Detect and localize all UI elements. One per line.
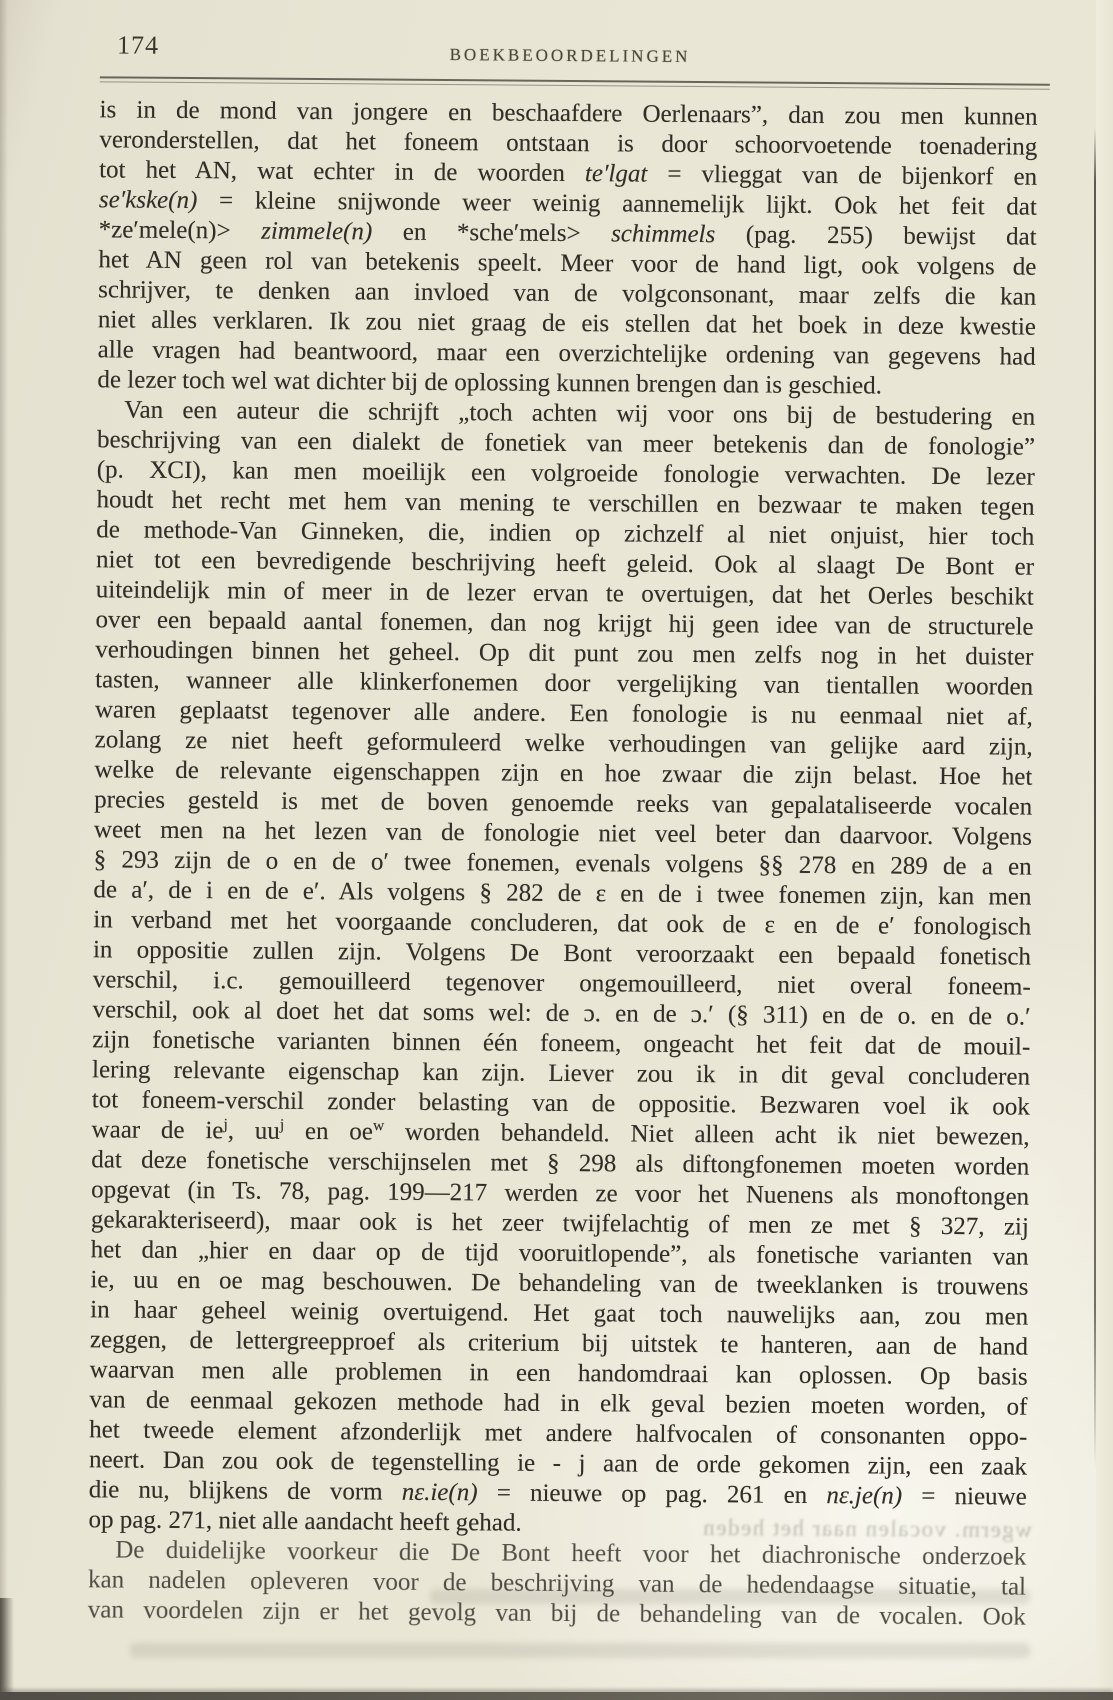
text-line: *ze′mele(n)> zimmele(n) en *sche′mels> schimmels (pag. 255) bewijst dat [98, 216, 1037, 251]
text-line: van voordelen zijn er het gevolg van bij de behandeling van de vocalen. Ook [87, 1596, 1026, 1631]
text-line: tot het AN, wat echter in de woorden te′lgat = vlieggat van de bijenkorf en [99, 156, 1038, 191]
text-line: Van een auteur die schrijft „toch achten wij voor ons bij de bestudering en [124, 396, 1036, 431]
text-line: het dan „hier en daar op de tijd vooruitlopende”, als fonetische varianten van [90, 1236, 1029, 1271]
text-line: de lezer toch wel wat dichter bij de oplossing kunnen brengen dan is geschied. [97, 366, 883, 400]
text-line: § 293 zijn de o en de o′ twee fonemen, evenals volgens §§ 278 en 289 de a en [93, 846, 1032, 881]
text-line: (p. XCI), kan men moeilijk een volgroeide fonologie verwachten. De lezer [96, 456, 1035, 491]
text-line: zijn fonetische varianten binnen één foneem, ongeacht het feit dat de mouil- [92, 1026, 1031, 1061]
text-line: in haar geheel weinig overtuigend. Het gaat toch nauwelijks aan, zou men [90, 1296, 1029, 1331]
text-line: houdt het recht met hem van mening te verschillen en bezwaar te maken tegen [96, 486, 1035, 521]
text-line: weet men na het lezen van de fonologie niet veel beter dan daarvoor. Volgens [93, 816, 1033, 851]
text-line: van de eenmaal gekozen methode had in elk geval bezien moeten worden, of [89, 1386, 1028, 1421]
text-line: in oppositie zullen zijn. Volgens De Bont veroorzaakt een bepaald fonetisch [92, 936, 1032, 971]
text-line: verhoudingen binnen het geheel. Op dit punt zou men zelfs nog in het duister [95, 636, 1034, 671]
text-line: De duidelijke voorkeur die De Bont heeft voor het diachronische onderzoek [115, 1536, 1027, 1571]
paragraph-3 [88, 1535, 1027, 1632]
text-line: se′kske(n) = kleine snijwonde weer weinig aannemelijk lijkt. Ook het feit dat [98, 186, 1037, 221]
text-line: veronderstellen, dat het foneem ontstaan is door schoorvoetende toenadering [99, 126, 1038, 161]
text-line: die nu, blijkens de vorm nε.ie(n) = nieuwe op pag. 261 en nε.je(n) = nieuwe [88, 1476, 1027, 1511]
text-line: precies gesteld is met de boven genoemde reeks van gepalataliseerde vocalen [94, 786, 1033, 821]
text-line: in verband met het voorgaande concluderen, dat ook de ε en de e′ fonologisch [93, 906, 1032, 941]
text-line: is in de mond van jongere en beschaafdere Oerlenaars”, dan zou men kunnen [99, 96, 1038, 131]
text-line: waar de $ie^j$, $uu^j$ en $oe^w$ worden behandeld. Niet alleen acht ik niet bewezen, [91, 1115, 1030, 1151]
page-number: 174 [117, 30, 160, 60]
text-line: schrijver, te denken aan invloed van de volgconsonant, maar zelfs die kan [98, 276, 1037, 311]
text-line: het AN geen rol van betekenis speelt. Meer voor de hand ligt, ook volgens de [98, 246, 1037, 281]
text-line: over een bepaald aantal fonemen, dan nog krijgt hij geen idee van de structurele [95, 606, 1034, 641]
page-edge-shadow [1094, 128, 1096, 1468]
text-line: ie, uu en oe mag beschouwen. De behandeling van de tweeklanken is trouwens [90, 1266, 1029, 1301]
text-line: niet tot een bevredigende beschrijving heeft geleid. Ook al slaagt De Bont er [95, 546, 1035, 581]
text-line: zeggen, de lettergreepproef als criterium bij uitstek te hanteren, aan de hand [89, 1326, 1029, 1361]
text-line: niet alles verklaren. Ik zou niet graag de eis stellen dat het boek in deze kwestie [97, 306, 1037, 341]
text-block [88, 95, 1038, 1632]
scan-corner-shadow [0, 1598, 14, 1693]
text-line: verschil, i.c. gemouilleerd tegenover ongemouilleerd, niet overal foneem- [92, 966, 1031, 1001]
text-line: zolang ze niet heeft geformuleerd welke verhoudingen van gelijke aard zijn, [94, 726, 1033, 761]
paragraph-2 [88, 395, 1035, 1542]
text-line: de methode-Van Ginneken, die, indien op zichzelf al niet onjuist, hier toch [96, 516, 1035, 551]
text-line: waren geplaatst tegenover alle andere. Een fonologie is nu eenmaal niet af, [94, 696, 1033, 731]
text-line: gekarakteriseerd), maar ook is het zeer twijfelachtig of men ze met § 327, zij [90, 1206, 1029, 1241]
scan-left-shadow [0, 0, 8, 1700]
adjacent-page-edge [1096, 0, 1113, 1700]
paragraph-1 [97, 95, 1037, 402]
running-head: BOEKBEOORDELINGEN [449, 45, 691, 66]
text-line: waarvan men alle problemen in een handomdraai kan oplossen. Op basis [89, 1356, 1028, 1391]
text-line: dat deze fonetische verschijnselen met § 298 als diftongfonemen moeten worden [91, 1146, 1030, 1181]
text-line: lering relevante eigenschap kan zijn. Liever zou ik in dit geval concluderen [91, 1056, 1031, 1091]
text-line: tasten, wanneer alle klinkerfonemen door vergelijking van tientallen woorden [95, 666, 1034, 701]
text-line: neert. Dan zou ook de tegenstelling ie - j aan de orde gekomen zijn, een zaak [88, 1446, 1028, 1481]
text-line: uiteindelijk min of meer in de lezer ervan te overtuigen, dat het Oerles beschikt [95, 576, 1034, 611]
text-line: opgevat (in Ts. 78, pag. 199—217 werden ze voor het Nuenens als monoftongen [91, 1176, 1030, 1211]
text-line: op pag. 271, niet alle aandacht heeft gehad. [88, 1506, 522, 1537]
bleedthrough-text: wgerm. vocalen naar het heden [701, 1514, 1033, 1543]
text-line: welke de relevante eigenschappen zijn en hoe zwaar die zijn belast. Hoe het [94, 756, 1033, 791]
text-line: verschil, ook al doet het dat soms wel: de ɔ. en de ɔ.′ (§ 311) en de o. en de o.′ [92, 996, 1031, 1031]
text-line: de a′, de i en de e′. Als volgens § 282 de ε en de i twee fonemen zijn, kan men [93, 876, 1032, 911]
text-line: beschrijving van een dialekt de fonetiek van meer betekenis dan de fonologie” [96, 426, 1036, 461]
text-line: tot foneem-verschil zonder belasting van de oppositie. Bezwaren voel ik ook [91, 1086, 1030, 1121]
text-line: kan nadelen opleveren voor de beschrijving van de hedendaagse situatie, tal [87, 1566, 1027, 1601]
text-line: het tweede element afzonderlijk met andere halfvocalen of consonanten oppo- [89, 1416, 1028, 1451]
text-line: alle vragen had beantwoord, maar een overzichtelijke ordening van gegevens had [97, 336, 1036, 371]
header-rule [100, 76, 1050, 89]
scan-bottom-edge [0, 1692, 1113, 1700]
